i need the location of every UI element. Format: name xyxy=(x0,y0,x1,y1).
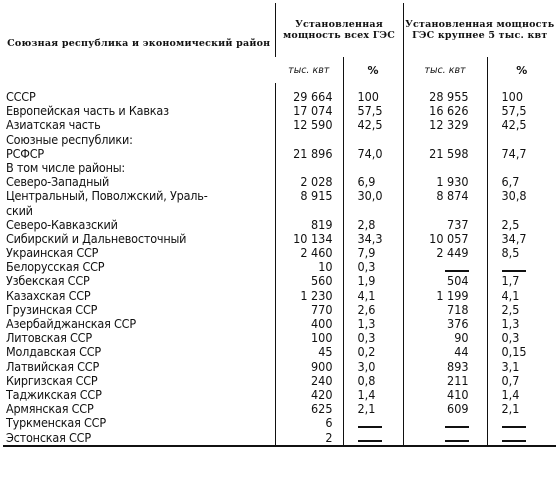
table-row xyxy=(3,175,556,189)
percent-large-cell: 8,5 xyxy=(487,246,556,260)
region-name-cell: Союзные республики: xyxy=(6,131,133,147)
capacity-large-cell: 12 329 xyxy=(403,118,487,132)
region-name-cell: Европейская часть и Кавказ xyxy=(6,103,169,119)
percent-large-cell: 6,7 xyxy=(487,175,556,189)
region-name-cell: В том числе районы: xyxy=(6,159,126,175)
capacity-all-cell: 560 xyxy=(275,274,343,288)
percent-large-cell: 3,1 xyxy=(487,360,556,374)
capacity-all-cell: 2 028 xyxy=(275,175,343,189)
percent-all-cell xyxy=(343,161,403,175)
table-row xyxy=(3,204,556,218)
percent-large-cell xyxy=(487,204,556,218)
capacity-large-cell: 2 449 xyxy=(403,246,487,260)
percent-large-cell: 30,8 xyxy=(487,189,556,203)
region-name-cell: ский xyxy=(6,202,33,218)
percent-all-cell: 0,3 xyxy=(343,331,403,345)
region-name-cell: Украинская ССР xyxy=(6,245,99,261)
capacity-large-cell xyxy=(403,416,487,430)
percent-large-cell: 0,3 xyxy=(487,331,556,345)
hydro-capacity-table xyxy=(3,3,556,447)
region-name-cell: Сибирский и Дальневосточный xyxy=(6,230,187,246)
capacity-all-cell xyxy=(275,204,343,218)
capacity-large-cell: 44 xyxy=(403,345,487,359)
dash-mark xyxy=(358,426,382,428)
percent-large-cell: 0,7 xyxy=(487,374,556,388)
dash-mark xyxy=(502,440,526,442)
table-row xyxy=(3,374,556,388)
capacity-all-cell: 819 xyxy=(275,218,343,232)
percent-large-cell: 0,15 xyxy=(487,345,556,359)
percent-all-cell: 0,2 xyxy=(343,345,403,359)
capacity-all-cell: 1 230 xyxy=(275,289,343,303)
percent-large-cell: 2,5 xyxy=(487,303,556,317)
percent-all-cell: 2,8 xyxy=(343,218,403,232)
percent-large-cell: 2,5 xyxy=(487,218,556,232)
percent-all-cell xyxy=(343,416,403,430)
table-row xyxy=(3,90,556,104)
percent-all-cell: 1,3 xyxy=(343,317,403,331)
percent-all-cell: 6,9 xyxy=(343,175,403,189)
header-large-plants: Установленная мощность ГЭС крупнее 5 тыс. квт xyxy=(403,3,556,57)
capacity-large-cell xyxy=(403,204,487,218)
capacity-large-cell: 893 xyxy=(403,360,487,374)
capacity-large-cell: 410 xyxy=(403,388,487,402)
region-name-cell: СССР xyxy=(6,89,36,104)
capacity-large-cell xyxy=(403,431,487,446)
capacity-large-cell: 10 057 xyxy=(403,232,487,246)
region-name-cell: Узбекская ССР xyxy=(6,273,90,289)
table-row xyxy=(3,345,556,359)
header-percent-all: % xyxy=(343,57,403,83)
region-name-cell: Северо-Западный xyxy=(6,174,110,190)
percent-all-cell xyxy=(343,204,403,218)
percent-large-cell: 57,5 xyxy=(487,104,556,118)
percent-all-cell: 57,5 xyxy=(343,104,403,118)
table-row xyxy=(3,147,556,161)
percent-all-cell: 0,8 xyxy=(343,374,403,388)
capacity-large-cell: 609 xyxy=(403,402,487,416)
table-row xyxy=(3,189,556,203)
percent-all-cell: 2,1 xyxy=(343,402,403,416)
region-name-cell: Северо-Кавказский xyxy=(6,216,118,232)
percent-large-cell: 1,7 xyxy=(487,274,556,288)
percent-large-cell: 4,1 xyxy=(487,289,556,303)
header-all-plants: Установленная мощность всех ГЭС xyxy=(275,3,403,57)
capacity-all-cell: 400 xyxy=(275,317,343,331)
percent-all-cell: 42,5 xyxy=(343,118,403,132)
capacity-all-cell: 420 xyxy=(275,388,343,402)
capacity-all-cell: 2 460 xyxy=(275,246,343,260)
percent-large-cell xyxy=(487,161,556,175)
percent-all-cell: 3,0 xyxy=(343,360,403,374)
dash-mark xyxy=(445,426,469,428)
capacity-large-cell: 737 xyxy=(403,218,487,232)
percent-large-cell: 42,5 xyxy=(487,118,556,132)
capacity-large-cell: 90 xyxy=(403,331,487,345)
percent-all-cell: 74,0 xyxy=(343,147,403,161)
percent-large-cell: 2,1 xyxy=(487,402,556,416)
header-region: Союзная республика и экономический район xyxy=(7,37,271,49)
percent-all-cell: 0,3 xyxy=(343,260,403,274)
region-name-cell: Молдавская ССР xyxy=(6,344,101,360)
capacity-large-cell: 21 598 xyxy=(403,147,487,161)
region-name-cell: Армянская ССР xyxy=(6,401,94,417)
capacity-large-cell: 718 xyxy=(403,303,487,317)
table-row xyxy=(3,246,556,260)
table-row xyxy=(3,161,556,175)
capacity-all-cell: 45 xyxy=(275,345,343,359)
percent-large-cell xyxy=(487,133,556,147)
capacity-large-cell xyxy=(403,260,487,274)
capacity-all-cell: 240 xyxy=(275,374,343,388)
capacity-all-cell: 770 xyxy=(275,303,343,317)
dash-mark xyxy=(502,270,526,272)
percent-all-cell: 100 xyxy=(343,90,403,104)
capacity-all-cell: 2 xyxy=(275,431,343,446)
capacity-large-cell xyxy=(403,133,487,147)
region-name-cell: Азербайджанская ССР xyxy=(6,316,136,331)
capacity-large-cell: 1 199 xyxy=(403,289,487,303)
capacity-large-cell xyxy=(403,161,487,175)
table-body xyxy=(3,90,556,446)
capacity-large-cell: 1 930 xyxy=(403,175,487,189)
capacity-all-cell: 10 134 xyxy=(275,232,343,246)
table-row xyxy=(3,118,556,132)
region-name-cell: Туркменская ССР xyxy=(6,415,106,431)
capacity-large-cell: 504 xyxy=(403,274,487,288)
region-name-cell: Центральный, Поволжский, Ураль- xyxy=(6,188,208,204)
header-unit-large: тыс. квт xyxy=(403,57,487,83)
percent-large-cell xyxy=(487,431,556,446)
percent-all-cell xyxy=(343,133,403,147)
capacity-all-cell: 10 xyxy=(275,260,343,274)
percent-all-cell: 1,4 xyxy=(343,388,403,402)
region-name-cell: Таджикская ССР xyxy=(6,386,102,402)
dash-mark xyxy=(445,270,469,272)
header-percent-large: % xyxy=(487,57,556,83)
capacity-all-cell xyxy=(275,133,343,147)
region-name-cell: Грузинская ССР xyxy=(6,301,98,317)
capacity-large-cell: 28 955 xyxy=(403,90,487,104)
table-row xyxy=(3,303,556,317)
table-row xyxy=(3,289,556,303)
table-row xyxy=(3,104,556,118)
capacity-large-cell: 8 874 xyxy=(403,189,487,203)
capacity-all-cell: 625 xyxy=(275,402,343,416)
table-row xyxy=(3,317,556,331)
percent-large-cell xyxy=(487,416,556,430)
table-row xyxy=(3,360,556,374)
capacity-large-cell: 376 xyxy=(403,317,487,331)
table-row xyxy=(3,388,556,402)
percent-all-cell: 1,9 xyxy=(343,274,403,288)
percent-large-cell: 100 xyxy=(487,90,556,104)
region-name-cell: Белорусская ССР xyxy=(6,259,105,275)
percent-all-cell: 34,3 xyxy=(343,232,403,246)
table-row xyxy=(3,416,556,430)
capacity-all-cell: 900 xyxy=(275,360,343,374)
dash-mark xyxy=(358,440,382,442)
capacity-large-cell: 211 xyxy=(403,374,487,388)
table-row xyxy=(3,133,556,147)
table-row xyxy=(3,431,556,446)
percent-large-cell xyxy=(487,260,556,274)
header-unit-all: тыс. квт xyxy=(288,64,330,76)
region-name-cell: Азиатская часть xyxy=(6,117,101,133)
capacity-all-cell xyxy=(275,161,343,175)
percent-all-cell: 30,0 xyxy=(343,189,403,203)
dash-mark xyxy=(502,426,526,428)
region-name-cell: РСФСР xyxy=(6,145,44,161)
capacity-all-cell: 6 xyxy=(275,416,343,430)
region-name-cell: Казахская ССР xyxy=(6,287,91,303)
percent-large-cell: 1,3 xyxy=(487,317,556,331)
table-row xyxy=(3,232,556,246)
capacity-all-cell: 8 915 xyxy=(275,189,343,203)
percent-large-cell: 74,7 xyxy=(487,147,556,161)
table-row xyxy=(3,331,556,345)
capacity-all-cell: 100 xyxy=(275,331,343,345)
percent-large-cell: 34,7 xyxy=(487,232,556,246)
region-name-cell: Эстонская ССР xyxy=(3,431,275,446)
percent-all-cell: 4,1 xyxy=(343,289,403,303)
capacity-all-cell: 17 074 xyxy=(275,104,343,118)
percent-all-cell: 2,6 xyxy=(343,303,403,317)
dash-mark xyxy=(445,440,469,442)
table-row xyxy=(3,274,556,288)
capacity-all-cell: 21 896 xyxy=(275,147,343,161)
capacity-all-cell: 29 664 xyxy=(275,90,343,104)
table-row xyxy=(3,402,556,416)
percent-all-cell: 7,9 xyxy=(343,246,403,260)
region-name-cell: Киргизская ССР xyxy=(6,372,98,388)
region-name-cell: Литовская ССР xyxy=(6,330,92,346)
region-name-cell: Латвийская ССР xyxy=(6,358,100,374)
percent-large-cell: 1,4 xyxy=(487,388,556,402)
capacity-large-cell: 16 626 xyxy=(403,104,487,118)
table-row xyxy=(3,218,556,232)
capacity-all-cell: 12 590 xyxy=(275,118,343,132)
table-row xyxy=(3,260,556,274)
percent-all-cell xyxy=(343,431,403,446)
